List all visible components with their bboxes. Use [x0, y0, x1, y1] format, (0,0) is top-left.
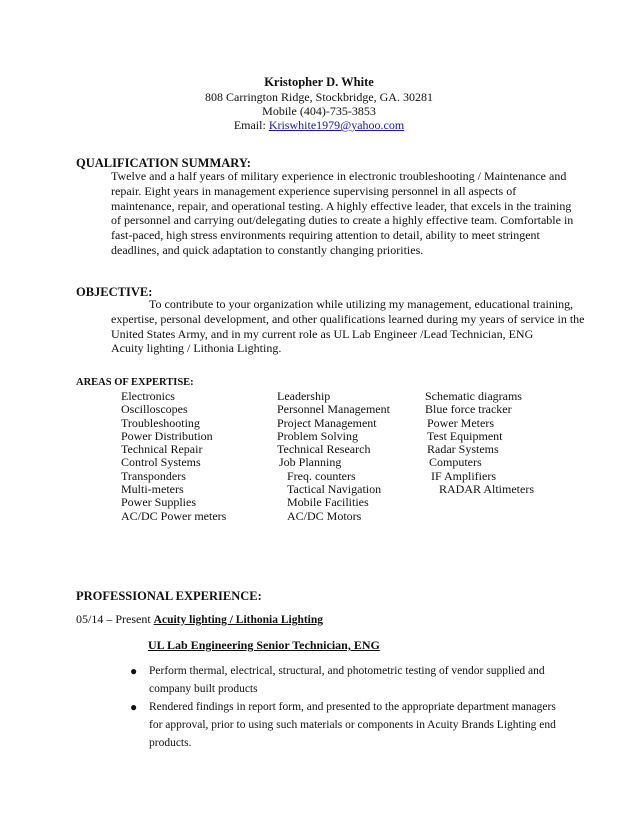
expertise-item: Troubleshooting	[121, 415, 200, 430]
expertise-item: Mobile Facilities	[287, 495, 369, 510]
experience-heading: PROFESSIONAL EXPERIENCE:	[76, 589, 262, 603]
expertise-item: Power Meters	[427, 415, 494, 430]
qualification-text	[111, 169, 573, 258]
expertise-item: Personnel Management	[277, 402, 390, 417]
expertise-item: Radar Systems	[427, 442, 499, 457]
expertise-item: IF Amplifiers	[431, 468, 496, 483]
email-line	[0, 118, 638, 133]
bullet-line: products.	[149, 737, 192, 749]
company-name: Acuity lighting / Lithonia Lighting	[153, 614, 324, 626]
objective-line: United States Army, and in my current role as UL Lab Engineer /Lead Technician, ENG	[111, 326, 534, 341]
expertise-item: Electronics	[121, 389, 175, 403]
qualification-line: maintenance, repair, and operational testing. A highly effective leader, that excels in the training	[111, 198, 572, 213]
candidate-name: Kristopher D. White	[264, 75, 374, 89]
email-label: Email:	[233, 118, 269, 132]
expertise-item: Problem Solving	[277, 428, 359, 443]
expertise-item: AC/DC Motors	[287, 508, 362, 523]
expertise-column-1	[121, 390, 226, 523]
expertise-item: Oscilloscopes	[121, 402, 188, 417]
expertise-item: Control Systems	[121, 455, 201, 470]
expertise-item: Test Equipment	[427, 428, 503, 443]
objective-line: To contribute to your organization while utilizing my management, educational training,	[149, 297, 574, 311]
qualification-heading: QUALIFICATION SUMMARY:	[76, 156, 251, 170]
email-link[interactable]: Kriswhite1979@yahoo.com	[268, 118, 405, 132]
expertise-column-3	[425, 390, 534, 496]
expertise-item: Multi-meters	[121, 482, 184, 497]
expertise-heading: AREAS OF EXPERTISE:	[76, 377, 194, 388]
qualification-line: deadlines, and quick adaptation to constantly changing priorities.	[111, 242, 424, 257]
expertise-item: Computers	[429, 455, 482, 470]
objective-line: expertise, personal development, and other qualifications learned during my years of service in the	[111, 311, 585, 326]
employment-dates: 05/14 – Present	[76, 612, 154, 626]
expertise-item: Technical Research	[277, 442, 371, 457]
expertise-item: AC/DC Power meters	[121, 508, 227, 523]
expertise-item: Freq. counters	[287, 468, 356, 483]
qualification-line: fast-paced, high stress environments requiring attention to detail, ability to meet stringent	[111, 228, 540, 243]
expertise-item: Schematic diagrams	[425, 389, 522, 403]
bullet-line: Rendered findings in report form, and presented to the appropriate department managers	[149, 701, 556, 713]
bullet-line: for approval, prior to using such materials or components in Acuity Brands Lighting end	[149, 719, 556, 731]
job-title: UL Lab Engineering Senior Technician, ENG	[148, 638, 380, 652]
experience-entry-line	[76, 612, 323, 627]
objective-line: Acuity lighting / Lithonia Lighting.	[111, 341, 282, 356]
qualification-line: repair. Eight years in management experience supervising personnel in all aspects of	[111, 183, 517, 198]
qualification-line: of personnel and carrying out/delegating duties to create a highly effective team. Comfortable in	[111, 213, 574, 228]
expertise-item: Blue force tracker	[425, 402, 512, 417]
expertise-item: Transponders	[121, 468, 186, 483]
expertise-item: Leadership	[277, 389, 331, 403]
expertise-item: Power Supplies	[121, 495, 196, 510]
bullet-line: company built products	[149, 683, 258, 695]
expertise-item: Job Planning	[279, 455, 342, 470]
objective-text	[111, 297, 585, 356]
qualification-line: Twelve and a half years of military experience in electronic troubleshooting / Maintenance and	[111, 169, 567, 183]
bullet-icon: ●	[130, 700, 138, 714]
bullet-line: Perform thermal, electrical, structural, and photometric testing of vendor supplied and	[149, 665, 545, 677]
mobile-phone: Mobile (404)-735-3853	[262, 104, 376, 118]
expertise-item: Project Management	[277, 415, 377, 430]
objective-heading: OBJECTIVE:	[76, 285, 153, 299]
expertise-item: Technical Repair	[121, 442, 203, 457]
address: 808 Carrington Ridge, Stockbridge, GA. 30281	[205, 90, 433, 104]
expertise-column-2	[277, 390, 390, 523]
bullet-icon: ●	[130, 664, 138, 678]
expertise-item: Tactical Navigation	[287, 482, 382, 497]
expertise-item: RADAR Altimeters	[439, 482, 534, 497]
expertise-item: Power Distribution	[121, 428, 213, 443]
